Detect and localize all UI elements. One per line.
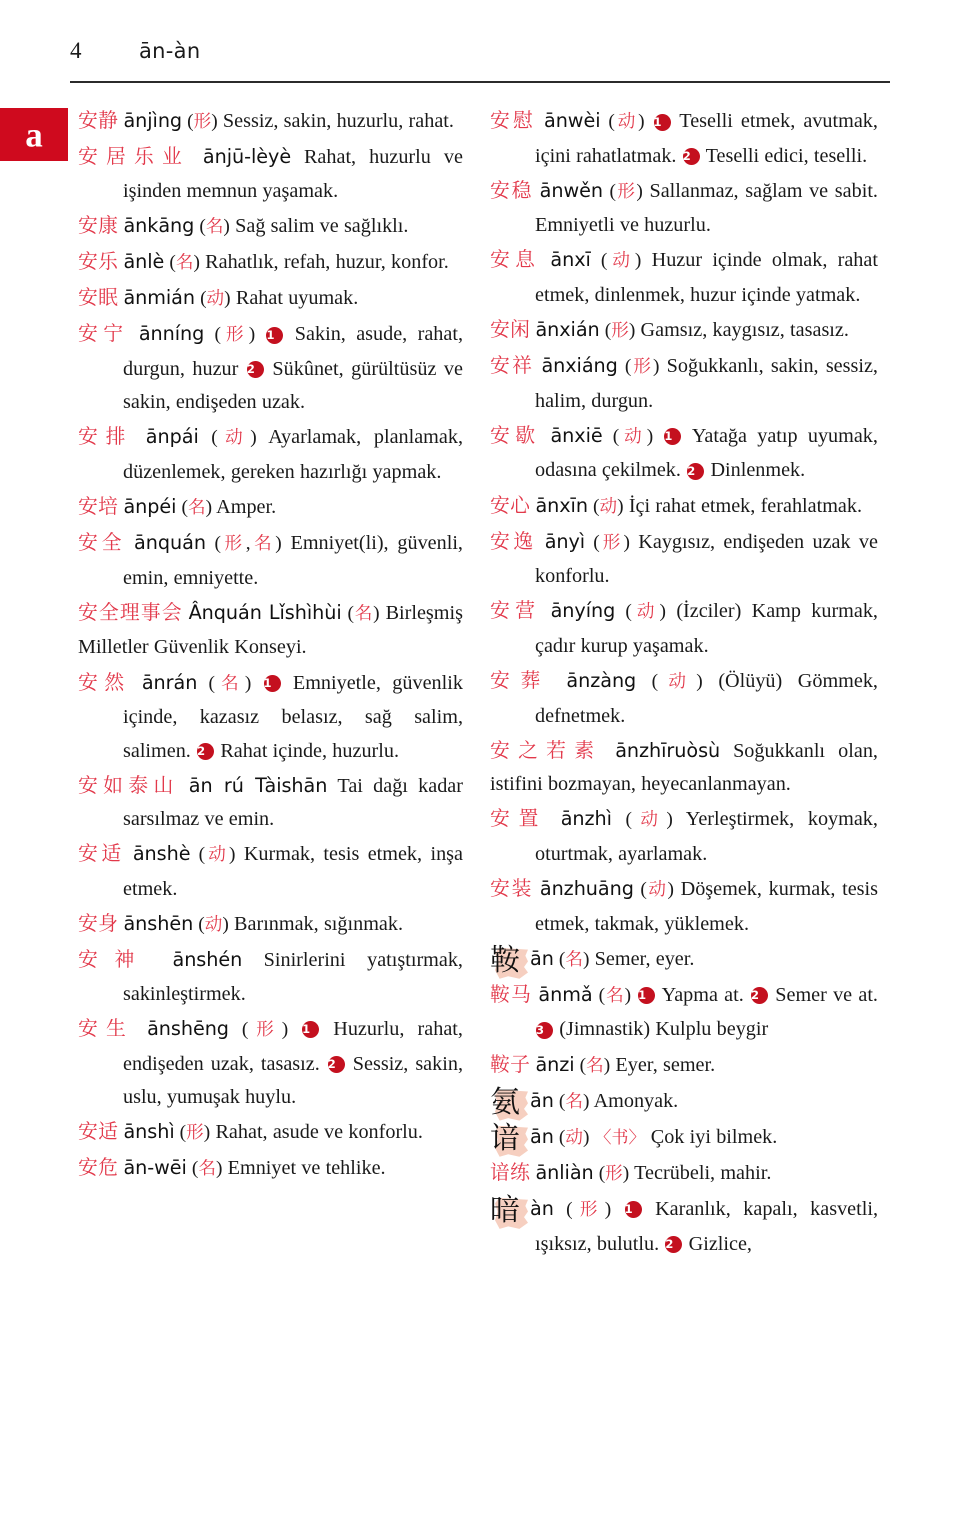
entry-definition: Semer, eyer.: [589, 947, 695, 970]
entry-headword: 安居乐业: [78, 145, 191, 169]
dictionary-entry: [78, 420, 463, 489]
entry-headword: 安歇: [490, 423, 541, 447]
sense-number-bullet: 2: [751, 987, 768, 1004]
part-of-speech-marker: (动): [198, 914, 229, 936]
dictionary-entry: [78, 596, 463, 665]
entry-headword: 安息: [490, 248, 541, 272]
entry-pinyin: ān: [530, 1124, 554, 1148]
part-of-speech-glyph: 动: [205, 845, 229, 866]
dictionary-entry: [490, 104, 878, 173]
sense-number-bullet: 1: [302, 1021, 319, 1038]
sense-number-bullet: 1: [638, 987, 655, 1004]
entry-headword: 安危: [78, 1156, 119, 1180]
entry-headword: 安稳: [490, 178, 534, 202]
entry-pinyin: ānlè: [123, 249, 165, 273]
part-of-speech-marker: (形): [214, 324, 256, 346]
part-of-speech-glyph: 动: [217, 428, 251, 449]
part-of-speech-glyph: 名: [565, 949, 583, 970]
entry-definition: Gamsız, kaygısız, tasasız.: [635, 319, 849, 342]
entry-definition: Döşemek, kurmak, tesis etmek, takmak, yüklemek.: [535, 878, 878, 935]
dictionary-entry: [490, 872, 878, 941]
part-of-speech-glyph: 动: [614, 112, 639, 132]
dictionary-entry: [78, 490, 463, 526]
part-of-speech-glyph: 名: [353, 603, 374, 624]
entry-definition: Emniyet ve tehlike.: [222, 1157, 386, 1180]
dictionary-entry: [490, 978, 878, 1047]
dictionary-entry: [490, 1084, 878, 1120]
part-of-speech-glyph: 形: [186, 1123, 204, 1144]
entry-definition: Kurmak, tesis etmek, inşa etmek.: [123, 843, 463, 901]
part-of-speech-glyph: 形: [220, 325, 249, 346]
part-of-speech-marker: (形): [609, 180, 643, 202]
head-character: [490, 1194, 530, 1227]
dictionary-entry: [490, 489, 878, 525]
part-of-speech-marker: (动): [640, 879, 674, 901]
part-of-speech-marker: (形): [179, 1122, 211, 1144]
entry-pinyin: ānxīn: [535, 493, 588, 517]
entry-definition: Emniyet(li), güvenli, emin, emniyette.: [123, 532, 463, 589]
entry-headword: 安心: [490, 493, 531, 517]
dictionary-entry: [490, 802, 878, 871]
entry-pinyin: ānyíng: [550, 599, 616, 623]
running-head: ān-àn: [139, 39, 201, 63]
entry-headword: 安逸: [490, 529, 537, 553]
entry-headword: 安置: [490, 807, 548, 831]
entry-definition: Rahat içinde, huzurlu.: [215, 739, 400, 762]
entry-definition: Sessiz, sakin, uslu, yumuşak huylu.: [123, 1052, 463, 1109]
dictionary-entry: [78, 769, 463, 837]
dictionary-entry: [490, 1048, 878, 1084]
entry-pinyin: ānwěn: [539, 178, 603, 202]
entry-definition: Soğukkanlı, sakin, sessiz, halim, durgun.: [535, 355, 878, 412]
part-of-speech-marker: (名): [579, 1054, 611, 1076]
part-of-speech-marker: (形): [624, 356, 660, 378]
entry-headword: 安适: [78, 1120, 119, 1144]
entry-headword: 安静: [78, 109, 119, 132]
part-of-speech-marker: (名): [181, 497, 213, 519]
sense-number-bullet: 2: [247, 361, 264, 378]
entry-definition: (İzciler) Kamp kurmak, çadır kurup yaşamak.: [535, 600, 878, 657]
entry-headword: 安全理事会: [78, 600, 183, 624]
dictionary-entry: [490, 313, 878, 349]
part-of-speech-glyph: 形: [193, 112, 212, 132]
part-of-speech-marker: (形): [604, 320, 636, 342]
entry-definition: Sakin, asude, rahat, durgun, huzur: [123, 323, 463, 380]
dictionary-entry: [490, 243, 878, 312]
head-character-glyph: 谙: [490, 1120, 520, 1156]
sense-number-bullet: 2: [328, 1056, 345, 1073]
letter-thumb-tab-a: [0, 108, 68, 161]
entry-definition: Huzurlu, rahat, endişeden uzak, tasasız.: [123, 1017, 463, 1075]
entry-headword: 安乐: [78, 249, 119, 273]
entry-headword: 安祥: [490, 354, 535, 378]
entry-headword: 安生: [78, 1016, 135, 1040]
entry-definition: Soğukkanlı olan, istifini bozmayan, heyecanlanmayan.: [490, 739, 878, 796]
dictionary-entry: [78, 104, 463, 140]
part-of-speech-marker: (动): [600, 250, 642, 272]
entry-headword: 安葬: [490, 669, 552, 692]
entry-definition: İçi rahat etmek, ferahlatmak.: [623, 494, 863, 517]
entry-definition: Amper.: [212, 496, 277, 519]
entry-definition: Rahat, huzurlu ve işinden memnun yaşamak.: [123, 146, 463, 202]
part-of-speech-glyph: 动: [599, 496, 618, 517]
dictionary-entry: [78, 140, 463, 208]
entry-definition: Teselli etmek, avutmak, içini rahatlatmak.: [535, 110, 878, 167]
part-of-speech-glyph: 名: [198, 1159, 216, 1180]
dictionary-entry: [78, 281, 463, 317]
entry-pinyin: Ânquán Lǐshìhùi: [188, 600, 342, 624]
sense-number-bullet: 1: [264, 675, 281, 692]
entry-pinyin: ānzhì: [560, 807, 612, 831]
entry-definition: Huzur içinde olmak, rahat etmek, dinlenmek, huzur içinde yatmak.: [535, 249, 878, 306]
letter-tab-label: a: [25, 115, 43, 154]
part-of-speech-glyph: 形: [599, 532, 624, 553]
dictionary-entry: [78, 1115, 463, 1151]
entry-definition: Rahat, asude ve konforlu.: [210, 1121, 423, 1144]
entry-pinyin: ānshè: [132, 842, 191, 866]
entry-pinyin: ānquán: [134, 531, 206, 555]
entry-pinyin: ānxī: [550, 248, 591, 272]
part-of-speech-glyph: 形: [572, 1199, 605, 1220]
part-of-speech-glyph: 名: [605, 985, 625, 1006]
sense-number-bullet: 2: [687, 463, 704, 480]
dictionary-entry: [78, 907, 463, 943]
entry-headword: 安适: [78, 842, 125, 866]
dictionary-entry: [78, 245, 463, 281]
part-of-speech-glyph: 动: [631, 602, 660, 623]
entry-definition: Sağ salim ve sağlıklı.: [229, 214, 409, 237]
sense-number-bullet: 2: [665, 1236, 682, 1253]
part-of-speech-marker: (动): [593, 495, 624, 517]
part-of-speech-marker: (名): [208, 672, 252, 694]
part-of-speech-glyph: 形: [611, 321, 629, 342]
entry-headword: 安慰: [490, 109, 537, 132]
entry-definition: Amonyak.: [589, 1089, 679, 1112]
head-character: [490, 1122, 530, 1155]
head-character-glyph: 氨: [490, 1084, 520, 1120]
head-character: [490, 944, 530, 977]
entry-definition: Dinlenmek.: [705, 459, 806, 482]
part-of-speech-marker: (名): [169, 251, 200, 273]
dictionary-entry: [490, 1156, 878, 1192]
dictionary-entry: [490, 349, 878, 418]
entry-headword: 安培: [78, 495, 119, 519]
entry-definition: Kaygısız, endişeden uzak ve konforlu.: [535, 530, 878, 588]
entry-definition: (Ölüyü) Gömmek, defnetmek.: [535, 670, 878, 727]
part-of-speech-marker: (名): [598, 984, 632, 1006]
part-of-speech-marker: (名): [199, 215, 230, 237]
header-divider-rule: [70, 81, 890, 83]
part-of-speech-marker: (名): [558, 948, 590, 970]
part-of-speech-marker: (形,名): [214, 533, 282, 555]
entry-headword: 安宁: [78, 322, 129, 346]
dictionary-column-right: [490, 104, 878, 1262]
entry-definition: Gizlice,: [683, 1232, 752, 1255]
part-of-speech-glyph: 名: [214, 673, 245, 694]
sense-number-bullet: 1: [654, 114, 671, 131]
entry-pinyin: ānxián: [535, 318, 600, 342]
dictionary-entry: [490, 525, 878, 594]
entry-pinyin: ānzhīruòsù: [615, 738, 721, 762]
entry-headword: 鞍马: [490, 982, 533, 1006]
part-of-speech-marker: (名): [558, 1090, 590, 1112]
entry-headword: 安闲: [490, 318, 531, 342]
entry-pinyin: ānjū-lèyè: [202, 145, 292, 169]
entry-definition: Teselli edici, teselli.: [700, 144, 868, 167]
style-label: 〈书〉: [594, 1127, 646, 1148]
entry-definition: Tai dağı kadar sarsılmaz ve emin.: [123, 774, 463, 831]
part-of-speech-glyph: 名: [565, 1091, 583, 1112]
dictionary-entry: [490, 174, 878, 243]
dictionary-entry: [490, 594, 878, 663]
entry-definition: Birleşmiş Milletler Güvenlik Konseyi.: [78, 601, 463, 659]
entry-headword: 安全: [78, 531, 126, 555]
part-of-speech-marker: (动): [558, 1126, 590, 1148]
entry-pinyin: ānjìng: [123, 109, 183, 132]
entry-headword: 安如泰山: [78, 773, 179, 797]
entry-definition: Semer ve at.: [769, 983, 878, 1006]
part-of-speech-glyph: 动: [204, 915, 223, 936]
entry-definition: Sallanmaz, sağlam ve sabit. Emniyetli ve huzurlu.: [535, 179, 878, 237]
entry-definition: Sükûnet, gürültüsüz ve sakin, endişeden uzak.: [123, 357, 463, 414]
part-of-speech-marker: (动): [651, 671, 703, 692]
entry-pinyin: ānshén: [172, 948, 243, 972]
entry-pinyin: àn: [530, 1196, 554, 1220]
dictionary-entry: [490, 942, 878, 978]
entry-definition: Emniyetle, güvenlik içinde, kazasız belasız, sağ salim, salimen.: [123, 671, 463, 762]
entry-headword: 安身: [78, 912, 119, 936]
entry-definition: Yapma at.: [656, 983, 751, 1006]
part-of-speech-marker: (形): [187, 111, 218, 132]
entry-definition: Sinirlerini yatıştırmak, sakinleştirmek.: [123, 949, 463, 1005]
dictionary-column-left: [78, 104, 463, 1187]
entry-pinyin: ānliàn: [535, 1160, 594, 1184]
part-of-speech-glyph: 形: [605, 1163, 623, 1184]
entry-headword: 安眠: [78, 285, 119, 309]
entry-headword: 谙练: [490, 1160, 531, 1184]
entry-pinyin: ānyì: [544, 529, 586, 553]
dictionary-entry: [490, 419, 878, 488]
part-of-speech-marker: (动): [608, 111, 645, 132]
part-of-speech-glyph: 名: [187, 498, 206, 519]
part-of-speech-marker: (形): [593, 531, 630, 553]
part-of-speech-glyph: 名: [205, 216, 224, 237]
sense-number-bullet: 1: [266, 327, 283, 344]
entry-pinyin: ānzàng: [566, 669, 637, 692]
part-of-speech-marker: (形): [566, 1198, 612, 1220]
entry-definition: Sessiz, sakin, huzurlu, rahat.: [217, 110, 454, 132]
entry-definition: Karanlık, kapalı, kasvetli, ışıksız, bulutlu.: [535, 1197, 878, 1255]
dictionary-entry: [490, 1120, 878, 1156]
sense-number-bullet: 1: [664, 428, 681, 445]
entry-pinyin: ānwèi: [543, 109, 601, 132]
part-of-speech-marker: (名): [347, 602, 380, 624]
entry-pinyin: ān: [530, 946, 554, 970]
part-of-speech-glyph: 名: [175, 252, 194, 273]
entry-definition: Rahat uyumak.: [230, 286, 359, 309]
entry-definition: Çok iyi bilmek.: [645, 1125, 778, 1148]
entry-pinyin: ānpái: [145, 425, 199, 449]
part-of-speech-marker: (动): [200, 287, 231, 309]
entry-definition: Barınmak, sığınmak.: [228, 913, 404, 936]
part-of-speech-marker: (动): [198, 844, 236, 866]
part-of-speech-glyph: 名: [586, 1055, 604, 1076]
entry-headword: 安然: [78, 670, 131, 694]
entry-pinyin: ānzhuāng: [539, 877, 634, 901]
part-of-speech-marker: (动): [211, 427, 257, 449]
entry-pinyin: ān rú Tàishān: [188, 773, 328, 797]
part-of-speech-marker: (名): [191, 1158, 223, 1180]
entry-pinyin: ānshēng: [147, 1016, 229, 1040]
entry-headword: 安神: [78, 948, 152, 972]
dictionary-entry: [78, 837, 463, 906]
dictionary-entry: [78, 943, 463, 1011]
entry-definition: Yatağa yatıp uyumak, odasına çekilmek.: [535, 424, 878, 482]
sense-number-bullet: 3: [536, 1022, 553, 1039]
dictionary-entry: [78, 1012, 463, 1115]
head-character: [490, 1086, 530, 1119]
entry-pinyin: ānpéi: [123, 495, 177, 519]
part-of-speech-marker: (形): [241, 1018, 289, 1040]
entry-pinyin: ānshēn: [123, 912, 194, 936]
entry-pinyin: ānkāng: [123, 213, 195, 237]
part-of-speech-glyph: 动: [646, 880, 668, 901]
entry-definition: Rahatlık, refah, huzur, konfor.: [199, 250, 449, 273]
part-of-speech-glyph: 动: [565, 1127, 583, 1148]
sense-number-bullet: 2: [683, 148, 700, 165]
entry-headword: 安营: [490, 599, 541, 623]
entry-headword: 鞍子: [490, 1052, 531, 1076]
entry-headword: 安康: [78, 213, 119, 237]
dictionary-entry: [78, 1151, 463, 1187]
dictionary-entry: [78, 666, 463, 769]
dictionary-entry: [78, 209, 463, 245]
dictionary-entry: [78, 317, 463, 420]
entry-definition: Tecrübeli, mahir.: [629, 1161, 772, 1184]
sense-number-bullet: 2: [197, 743, 214, 760]
part-of-speech-glyph: 动: [658, 672, 697, 692]
entry-pinyin: ānrán: [141, 670, 198, 694]
dictionary-entry: [490, 664, 878, 733]
part-of-speech-glyph: 形: [221, 534, 246, 555]
dictionary-entry: [490, 1192, 878, 1261]
entry-pinyin: ānxiáng: [541, 354, 618, 378]
part-of-speech-glyph: 动: [631, 810, 667, 831]
entry-definition: Yerleştirmek, koymak, oturtmak, ayarlamak.: [535, 808, 878, 865]
entry-pinyin: ānxiē: [550, 423, 603, 447]
part-of-speech-glyph: 动: [619, 426, 647, 447]
entry-pinyin: ānmián: [123, 285, 195, 309]
dictionary-entry: [490, 734, 878, 802]
entry-pinyin: ān: [530, 1088, 554, 1112]
entry-definition: Ayarlamak, planlamak, düzenlemek, gereken hazırlığı yapmak.: [123, 426, 463, 483]
entry-headword: 安排: [78, 425, 134, 449]
head-character-glyph: 鞍: [490, 942, 520, 978]
page-header: [70, 38, 890, 82]
part-of-speech-glyph: 形: [631, 357, 653, 378]
page-number: 4: [70, 38, 82, 63]
part-of-speech-glyph: 动: [206, 288, 225, 309]
part-of-speech-marker: (动): [625, 601, 667, 623]
part-of-speech-glyph: 形: [248, 1019, 282, 1040]
sense-number-bullet: 1: [625, 1201, 642, 1218]
entry-pinyin: ānmǎ: [538, 982, 593, 1006]
part-of-speech-glyph: 名: [250, 534, 276, 555]
head-character-glyph: 暗: [490, 1192, 520, 1228]
entry-definition: Eyer, semer.: [610, 1053, 716, 1076]
part-of-speech-marker: (动): [612, 425, 654, 447]
part-of-speech-glyph: 动: [607, 251, 635, 272]
entry-headword: 安之若素: [490, 738, 603, 762]
entry-pinyin: ānzi: [535, 1052, 575, 1076]
entry-pinyin: ānníng: [138, 322, 205, 346]
entry-pinyin: ān-wēi: [123, 1156, 187, 1180]
part-of-speech-marker: (形): [598, 1162, 630, 1184]
dictionary-entry: [78, 526, 463, 595]
entry-definition: (Jimnastik) Kulplu beygir: [554, 1018, 769, 1041]
part-of-speech-glyph: 形: [615, 181, 637, 202]
part-of-speech-marker: (动): [625, 809, 673, 831]
entry-headword: 安装: [490, 877, 534, 901]
entry-pinyin: ānshì: [123, 1120, 175, 1144]
